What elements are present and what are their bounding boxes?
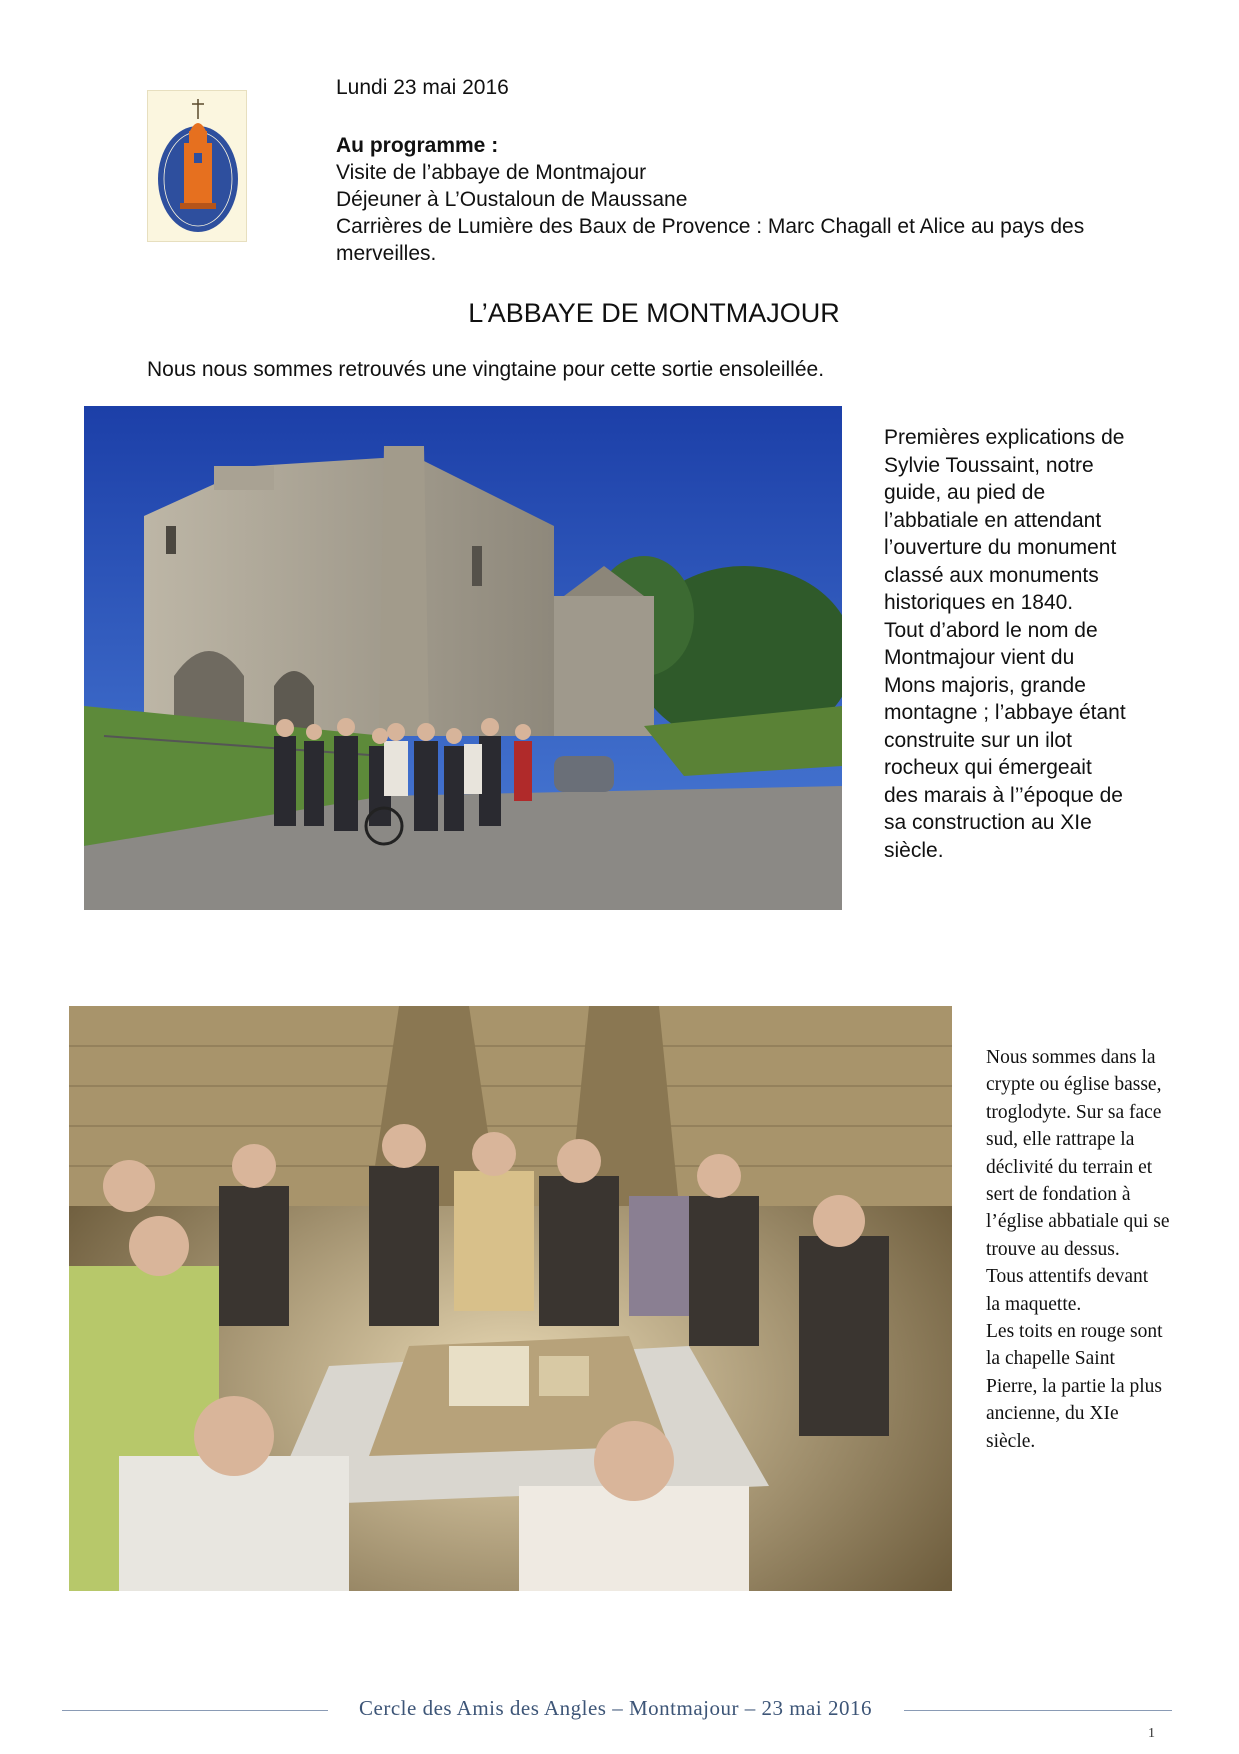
caption-line: Tous attentifs devant	[986, 1266, 1149, 1288]
program-title: Au programme :	[336, 134, 499, 157]
caption-line: déclivité du terrain et	[986, 1156, 1153, 1178]
caption-line: sert de fondation à	[986, 1184, 1131, 1206]
program-item: Visite de l’abbaye de Montmajour	[336, 161, 647, 184]
caption-line: la chapelle Saint	[986, 1348, 1115, 1370]
page-footer: Cercle des Amis des Angles – Montmajour – 23 mai 2016	[359, 1696, 872, 1720]
caption-line: classé aux monuments	[884, 563, 1099, 587]
event-date: Lundi 23 mai 2016	[336, 76, 509, 99]
abbey-exterior-photo	[84, 406, 842, 910]
caption-line: troglodyte. Sur sa face	[986, 1101, 1162, 1123]
caption-line: rocheux qui émergeait	[884, 756, 1092, 779]
caption-line: la maquette.	[986, 1293, 1082, 1315]
caption-line: siècle.	[884, 838, 944, 862]
caption-line: guide, au pied de	[884, 481, 1046, 504]
caption-line: Tout d’abord le nom de	[884, 618, 1098, 642]
caption-crypt-model	[986, 1044, 1216, 1455]
caption-line: Premières explications de	[884, 426, 1125, 449]
section-heading: L’ABBAYE DE MONTMAJOUR	[468, 298, 840, 328]
program-item: Carrières de Lumière des Baux de Provence : Marc Chagall et Alice au pays des	[336, 215, 1085, 238]
program-item: merveilles.	[336, 242, 437, 265]
caption-line: trouve au dessus.	[986, 1238, 1120, 1260]
caption-line: l’abbatiale en attendant	[884, 508, 1102, 532]
caption-line: Montmajour vient du	[884, 646, 1075, 669]
caption-line: montagne ; l’abbaye étant	[884, 701, 1126, 724]
club-logo	[147, 90, 247, 242]
caption-abbey-exterior	[884, 424, 1174, 864]
page-number: 1	[1148, 1726, 1155, 1741]
caption-line: Pierre, la partie la plus	[986, 1375, 1162, 1397]
caption-line: siècle.	[986, 1430, 1036, 1452]
caption-line: Mons majoris, grande	[884, 673, 1086, 697]
caption-line: ancienne, du XIe	[986, 1403, 1119, 1425]
caption-line: des marais à l’’époque de	[884, 783, 1123, 807]
caption-line: Les toits en rouge sont	[986, 1321, 1163, 1343]
caption-line: sud, elle rattrape la	[986, 1129, 1135, 1151]
program-item: Déjeuner à L’Oustaloun de Maussane	[336, 188, 688, 211]
logo-emblem-icon	[148, 91, 248, 243]
caption-line: crypte ou église basse,	[986, 1074, 1162, 1096]
caption-line: construite sur un ilot	[884, 728, 1072, 752]
program-block	[336, 132, 1176, 267]
intro-paragraph: Nous nous sommes retrouvés une vingtaine pour cette sortie ensoleillée.	[147, 358, 825, 381]
caption-line: Nous sommes dans la	[986, 1047, 1156, 1068]
caption-line: Sylvie Toussaint, notre	[884, 453, 1094, 477]
caption-line: sa construction au XIe	[884, 811, 1092, 834]
crypt-model-photo	[69, 1006, 952, 1591]
caption-line: historiques en 1840.	[884, 591, 1074, 614]
caption-line: l’église abbatiale qui se	[986, 1211, 1170, 1233]
caption-line: l’ouverture du monument	[884, 536, 1117, 559]
